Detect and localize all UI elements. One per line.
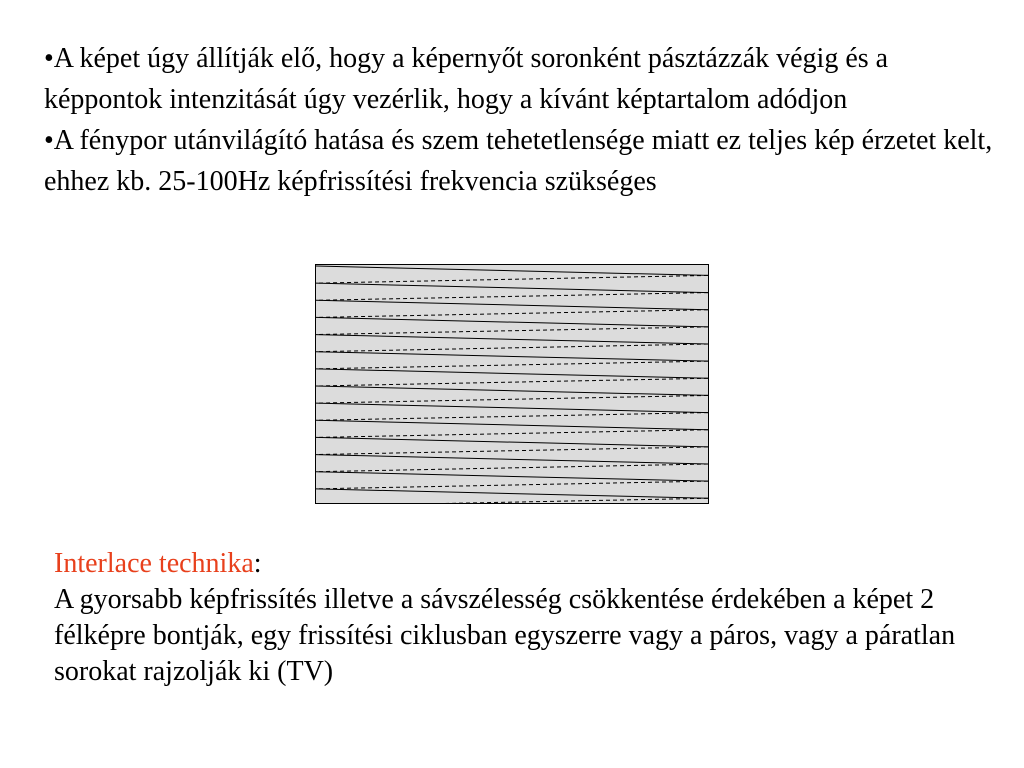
raster-scan-svg [315,264,709,504]
interlace-colon: : [253,548,262,579]
bullet-list [44,38,994,202]
interlace-section [54,546,994,690]
bullet-item-1: •A képet úgy állítják elő, hogy a képernyőt soronként pásztázzák végig és a képpontok intenzitását úgy vezérlik, hogy a kívánt képtartalom adódjon [44,43,889,115]
bullet-item-2: •A fénypor utánvilágító hatása és szem tehetetlensége miatt ez teljes kép érzetet kelt, ehhez kb. 25-100Hz képfrissítési frekvencia szükséges [44,125,993,197]
interlace-heading-line [54,546,994,582]
raster-scan-diagram [315,264,709,504]
interlace-heading: Interlace technika [54,548,254,579]
interlace-body: A gyorsabb képfrissítés illetve a sávszélesség csökkentése érdekében a képet 2 félképre bontják, egy frissítési ciklusban egyszerre vagy a páros, vagy a páratlan sorokat rajzolják ki (TV) [54,584,956,687]
